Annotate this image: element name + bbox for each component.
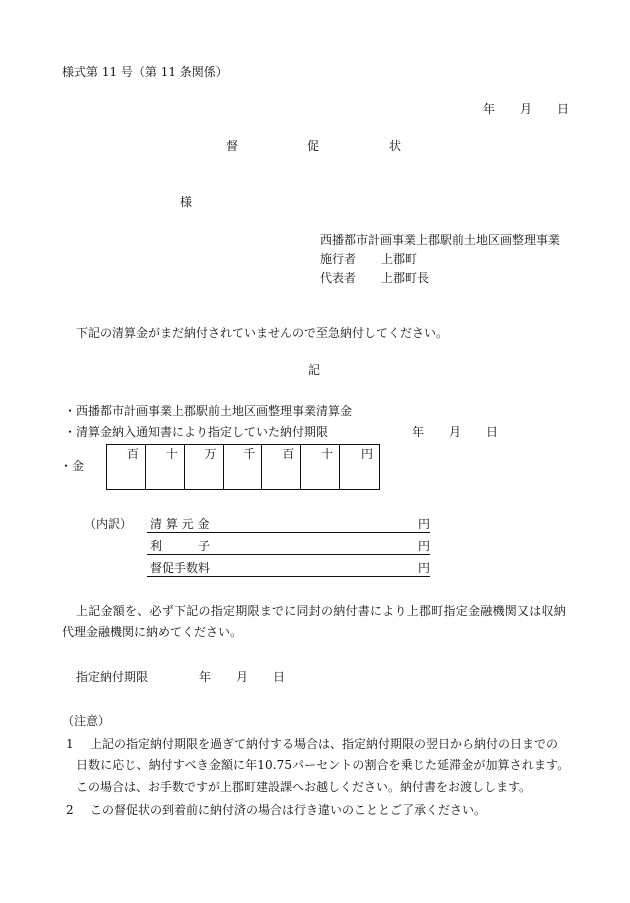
amount-table bbox=[106, 444, 380, 490]
issue-date-year: 年 bbox=[483, 102, 496, 116]
amount-cell-ten: 十 bbox=[301, 445, 340, 489]
sender-project-name: 西播都市計画事業上郡駅前土地区画整理事業 bbox=[320, 233, 561, 247]
note-line: 日数に応じ、納付すべき金額に年10.75パーセントの割合を乗じた延滞金が加算されます。 bbox=[76, 758, 570, 772]
note-line: 上記の指定納付期限を過ぎて納付する場合は、指定納付期限の翌日から納付の日までの bbox=[90, 737, 559, 751]
title-char: 状 bbox=[389, 139, 402, 153]
issue-date-month: 月 bbox=[520, 102, 533, 116]
title-char: 督 bbox=[226, 139, 239, 153]
sender-representative-value: 上郡町長 bbox=[381, 271, 430, 285]
original-deadline-month: 月 bbox=[449, 425, 462, 439]
notes-heading: （注意） bbox=[62, 714, 111, 728]
sender-operator-value: 上郡町 bbox=[381, 252, 418, 266]
recipient-honorific: 様 bbox=[180, 195, 193, 209]
intro-text: 下記の清算金がまだ納付されていませんので至急納付してください。 bbox=[76, 326, 449, 340]
amount-cell-thousand: 千 bbox=[224, 445, 263, 489]
item-settlement-name: ・西播都市計画事業上郡駅前土地区画整理事業清算金 bbox=[64, 404, 353, 418]
payment-instruction-line: 上記金額を、必ず下記の指定期限までに同封の納付書により上郡町指定金融機関又は収納 bbox=[76, 604, 567, 618]
breakdown-row-principal bbox=[147, 516, 430, 533]
breakdown-row-interest bbox=[147, 538, 430, 555]
original-deadline-day: 日 bbox=[486, 425, 499, 439]
breakdown-row-label: 利 子 bbox=[150, 539, 211, 553]
amount-label: ・金 bbox=[60, 459, 85, 473]
deadline-year: 年 bbox=[199, 670, 212, 684]
note-line: この場合は、お手数ですが上郡町建設課へお越しください。納付書をお渡しします。 bbox=[76, 780, 532, 794]
amount-cell-hundred-thousand: 百 bbox=[107, 445, 146, 489]
form-number: 様式第 11 号（第 11 条関係） bbox=[62, 65, 228, 79]
amount-cell-ten-thousand-tens: 十 bbox=[146, 445, 185, 489]
deadline-day: 日 bbox=[273, 670, 286, 684]
breakdown-row-unit: 円 bbox=[417, 517, 430, 531]
payment-instruction-line: 代理金融機関に納めてください。 bbox=[62, 625, 243, 639]
note-number: 2 bbox=[66, 803, 74, 817]
item-original-deadline: ・清算金納入通知書により指定していた納付期限 bbox=[64, 425, 329, 439]
breakdown-row-label: 督促手数料 bbox=[150, 561, 211, 575]
note-line: この督促状の到着前に納付済の場合は行き違いのこととご了承ください。 bbox=[90, 803, 487, 817]
breakdown-row-unit: 円 bbox=[417, 539, 430, 553]
breakdown-row-label: 清 算 元 金 bbox=[150, 517, 210, 531]
ki-heading: 記 bbox=[308, 363, 321, 377]
amount-cell-ten-thousand: 万 bbox=[185, 445, 224, 489]
title-char: 促 bbox=[307, 139, 320, 153]
amount-cell-yen: 円 bbox=[360, 447, 373, 461]
sender-representative-label: 代表者 bbox=[320, 271, 357, 285]
deadline-label: 指定納付期限 bbox=[76, 670, 149, 684]
breakdown-row-unit: 円 bbox=[417, 561, 430, 575]
note-number: 1 bbox=[66, 737, 74, 751]
breakdown-row-fee bbox=[147, 560, 430, 577]
issue-date-day: 日 bbox=[557, 102, 570, 116]
breakdown-label: （内訳） bbox=[84, 517, 133, 531]
original-deadline-year: 年 bbox=[412, 425, 425, 439]
deadline-month: 月 bbox=[236, 670, 249, 684]
amount-cell-hundred: 百 bbox=[262, 445, 301, 489]
sender-operator-label: 施行者 bbox=[320, 252, 357, 266]
